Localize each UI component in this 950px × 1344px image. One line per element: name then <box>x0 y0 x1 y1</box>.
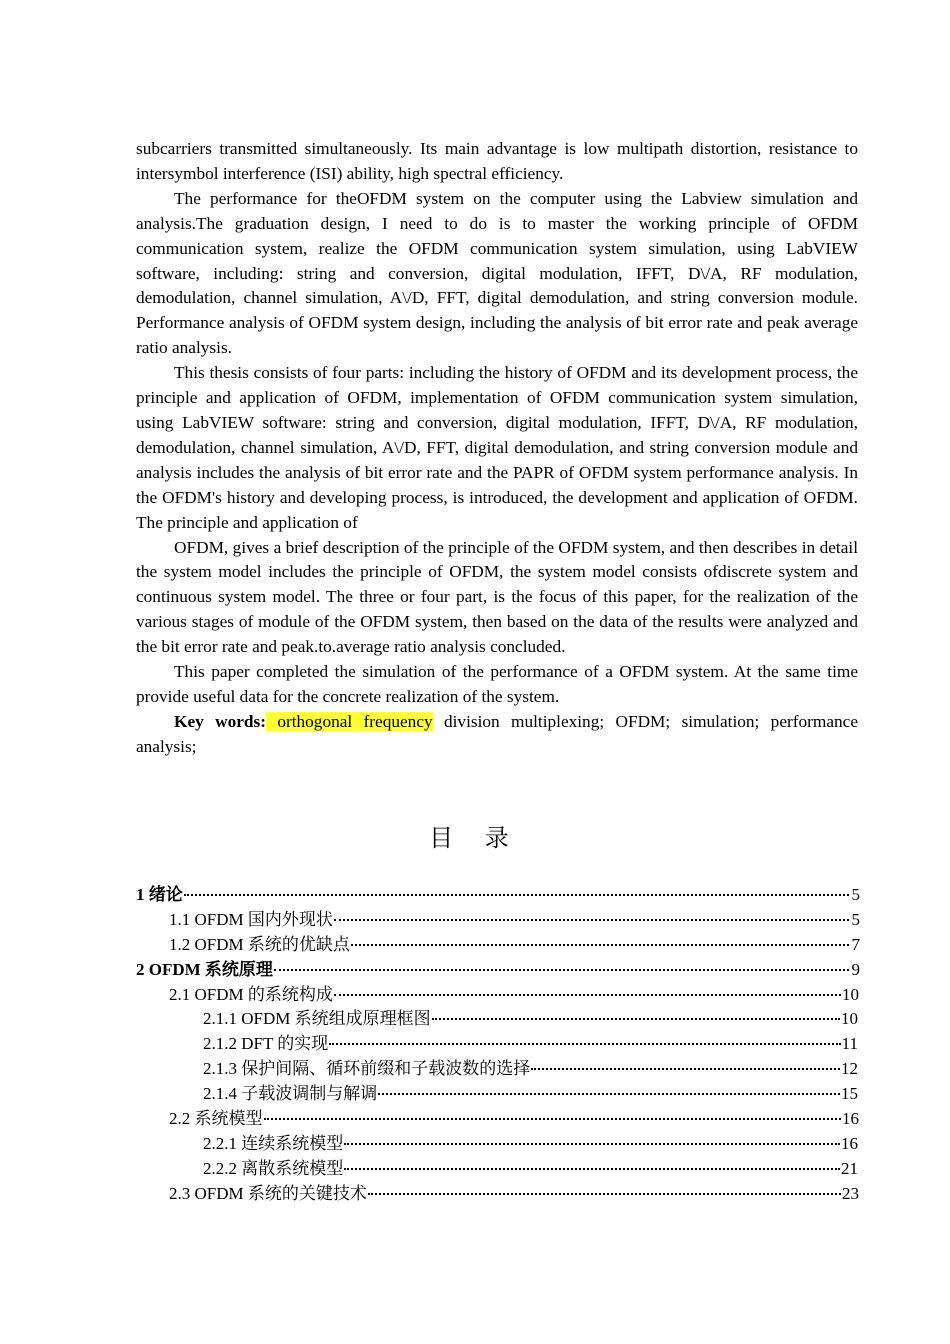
toc-entry[interactable] <box>136 1057 858 1082</box>
toc-entry-page: 7 <box>851 934 860 954</box>
toc-title: 目 录 <box>429 824 521 852</box>
toc-entry-title: 1 绪论 <box>136 885 183 904</box>
toc-leader-dots <box>368 1193 841 1195</box>
toc-entry[interactable] <box>136 1157 858 1182</box>
toc-entry-title: 2.1.2 DFT 的实现 <box>203 1034 329 1054</box>
abstract-paragraph: The performance for theOFDM system on the computer using the Labview simulation and analysis.The graduation design, I need to do is to master the working principle of OFDM communication system, realize the OFDM communication system simulation, using LabVIEW software, including: string and conversion, digital modulation, IFFT, D\/A, RF modulation, demodulation, channel simulation, A\/D, FFT, digital demodulation, and string conversion module. Performance analysis of OFDM system design, including the analysis of bit error rate and peak average ratio analysis. <box>136 188 858 358</box>
toc-entry[interactable] <box>136 908 860 933</box>
abstract-paragraph: This thesis consists of four parts: including the history of OFDM and its development process, the principle and application of OFDM, implementation of OFDM communication system simulation, using LabVIEW software: string and conversion, digital modulation, IFFT, D\/A, RF modulation, demodulation, channel simulation, A\/D, FFT, digital demodulation, and string conversion module and analysis includes the analysis of bit error rate and the PAPR of OFDM system performance analysis. In the OFDM's history and developing process, is introduced, the development and application of OFDM. The principle and application of <box>136 363 858 532</box>
toc-entry[interactable] <box>136 983 859 1008</box>
toc-entry-title: 2.2.1 连续系统模型 <box>203 1133 344 1153</box>
toc-entry-page: 21 <box>841 1158 858 1178</box>
keywords-text: division multiplexing; OFDM; simulation; performance analysis; <box>136 711 858 756</box>
abstract-paragraph: This paper completed the simulation of the performance of a OFDM system. At the same time provide useful data for the concrete realization of the system. <box>136 662 858 706</box>
toc-entry-page: 9 <box>851 959 860 979</box>
toc-leader-dots <box>184 894 849 896</box>
abstract-paragraph: OFDM, gives a brief description of the principle of the OFDM system, and then describes in detail the system model includes the principle of OFDM, the system model consists ofdiscrete system and continuous system model. The three or four part, is the focus of this paper, for the realization of the various stages of module of the OFDM system, then based on the data of the results were analyzed and the bit error rate and peak.to.average ratio analysis concluded. <box>136 537 858 657</box>
toc-leader-dots <box>351 944 849 946</box>
toc-entry[interactable] <box>136 1132 858 1157</box>
toc-leader-dots <box>432 1018 840 1020</box>
toc-entry-page: 5 <box>851 909 860 929</box>
keywords-label: Key words: <box>174 711 266 731</box>
toc-entry-title: 2.2.2 离散系统模型 <box>203 1158 344 1178</box>
toc-entry-page: 12 <box>841 1059 858 1079</box>
toc-entry[interactable] <box>136 958 860 983</box>
table-of-contents <box>136 883 860 1207</box>
toc-entry[interactable] <box>136 1082 858 1107</box>
toc-entry[interactable] <box>136 933 860 958</box>
toc-leader-dots <box>344 1168 840 1170</box>
toc-leader-dots <box>378 1093 840 1095</box>
toc-entry-page: 5 <box>851 885 860 904</box>
toc-entry[interactable] <box>136 883 860 908</box>
toc-entry-page: 10 <box>842 984 859 1004</box>
toc-leader-dots <box>274 969 849 971</box>
toc-entry-title: 2.1.4 子载波调制与解调 <box>203 1084 378 1104</box>
abstract-paragraph-continued: subcarriers transmitted simultaneously. Its main advantage is low multipath distortion, resistance to intersymbol interference (ISI) ability, high spectral efficiency. <box>136 139 858 183</box>
toc-leader-dots <box>531 1068 840 1070</box>
toc-entry-page: 11 <box>841 1034 858 1054</box>
toc-entry-page: 16 <box>841 1133 858 1153</box>
toc-entry-page: 23 <box>842 1183 859 1203</box>
toc-entry-title: 2.1.3 保护间隔、循环前缀和子载波数的选择 <box>203 1059 531 1079</box>
toc-entry[interactable] <box>136 1107 859 1132</box>
toc-entry-title: 1.2 OFDM 系统的优缺点 <box>169 934 350 954</box>
toc-entry-title: 2 OFDM 系统原理 <box>136 959 273 979</box>
toc-entry-title: 2.1 OFDM 的系统构成 <box>169 984 333 1004</box>
toc-entry-page: 16 <box>842 1109 859 1129</box>
toc-entry[interactable] <box>136 1182 859 1207</box>
toc-entry-title: 2.3 OFDM 系统的关键技术 <box>169 1183 367 1203</box>
toc-leader-dots <box>334 994 841 996</box>
english-abstract <box>136 137 858 760</box>
keywords-highlighted-text: orthogonal frequency <box>265 711 433 731</box>
toc-entry[interactable] <box>136 1032 858 1057</box>
toc-leader-dots <box>344 1143 840 1145</box>
toc-entry-title: 1.1 OFDM 国内外现状 <box>169 909 333 929</box>
toc-entry-title: 2.1.1 OFDM 系统组成原理框图 <box>203 1009 431 1029</box>
toc-leader-dots <box>334 919 849 921</box>
toc-entry-title: 2.2 系统模型 <box>169 1109 263 1129</box>
toc-leader-dots <box>264 1118 842 1120</box>
toc-leader-dots <box>329 1043 840 1045</box>
toc-entry-page: 15 <box>841 1084 858 1104</box>
toc-entry-page: 10 <box>841 1009 858 1029</box>
toc-entry[interactable] <box>136 1007 858 1032</box>
keywords-line <box>136 710 858 760</box>
